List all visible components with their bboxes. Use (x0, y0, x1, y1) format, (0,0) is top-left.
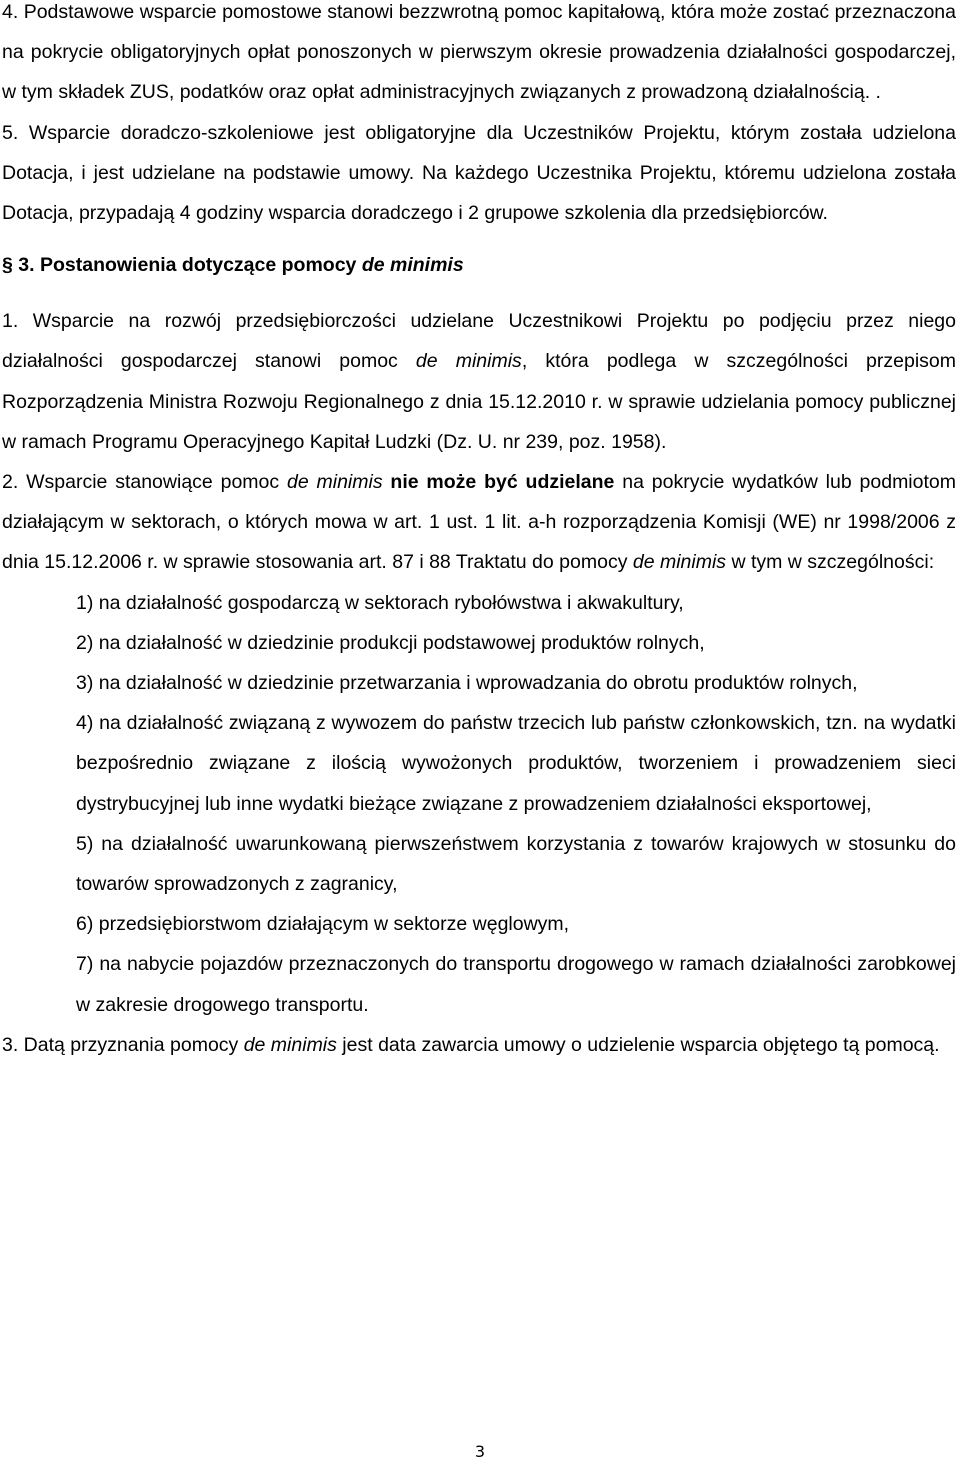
list-item: 5) na działalność uwarunkowaną pierwszeństwem korzystania z towarów krajowych w stosunku do towarów sprowadzonych z zagranicy, (76, 832, 956, 896)
text-run: w tym w szczególności: (726, 551, 935, 574)
bold-run: nie może być udzielane (382, 471, 615, 494)
section-heading (2, 245, 956, 285)
list-item: 7) na nabycie pojazdów przeznaczonych do transportu drogowego w ramach działalności zarobkowej w zakresie drogowego transportu. (76, 953, 956, 1016)
section-title: 3. Postanowienia dotyczące pomocy (18, 254, 362, 277)
text-run: jest data zawarcia umowy o udzielenie wsparcia objętego tą pomocą. (336, 1033, 940, 1056)
emphasis-run: de minimis (243, 1033, 337, 1056)
list-item: 4) na działalność związaną z wywozem do państw trzecich lub państw członkowskich, tzn. na wydatki bezpośrednio związane z ilością wywożonych produktów, tworzeniem i prowadzeniem sieci dystrybucyjnej lub inne wydatki bieżące związane z prowadzeniem działalności eksportowej, (76, 712, 956, 815)
text-run: na pokrycie wydatków lub podmiotom działającym w sektorach, o których mowa w art. 1 ust. 1 lit. a-h rozporządzenia Komisji (WE) nr 1998/2006 z dnia 15.12.2006 r. w sprawie stosowania art. 87 i 88 Traktatu do pomocy (2, 471, 956, 574)
section-title-emphasis: de minimis (361, 254, 464, 277)
section-symbol: § (2, 254, 13, 277)
list-item: 6) przedsiębiorstwom działającym w sektorze węglowym, (76, 913, 570, 936)
list-item: 2) na działalność w dziedzinie produkcji podstawowej produktów rolnych, (76, 631, 705, 654)
emphasis-run: de minimis (415, 350, 522, 373)
page-number: 3 (474, 1442, 486, 1461)
list-item: 3) na działalność w dziedzinie przetwarzania i wprowadzania do obrotu produktów rolnych, (76, 672, 858, 695)
text-run: 1. Wsparcie na rozwój przedsiębiorczości udzielane Uczestnikowi Projektu po podjęciu przez niego działalności gospodarczej stanowi pomoc (2, 310, 956, 373)
emphasis-run: de minimis (286, 471, 383, 494)
list-item: 1) na działalność gospodarczą w sektorach rybołówstwa i akwakultury, (76, 591, 684, 614)
paragraph-5: 5. Wsparcie doradczo-szkoleniowe jest obligatoryjne dla Uczestników Projektu, którym została udzielona Dotacja, i jest udzielane na podstawie umowy. Na każdego Uczestnika Projektu, któremu udzielona została Dotacja, przypadają 4 godziny wsparcia doradczego i 2 grupowe szkolenia dla przedsiębiorców. (2, 121, 956, 225)
text-run: 3. Datą przyznania pomocy (2, 1033, 244, 1056)
section-paragraph-1 (2, 301, 956, 462)
section-paragraph-3 (2, 1025, 956, 1065)
emphasis-run: de minimis (632, 551, 727, 574)
paragraph-4: 4. Podstawowe wsparcie pomostowe stanowi bezzwrotną pomoc kapitałową, która może zostać przeznaczona na pokrycie obligatoryjnych opłat ponoszonych w pierwszym okresie prowadzenia działalności gospodarczej, w tym składek ZUS, podatków oraz opłat administracyjnych związanych z prowadzoną działalnością. . (2, 1, 956, 104)
text-run: , która podlega w szczególności przepisom Rozporządzenia Ministra Rozwoju Regionalnego z dnia 15.12.2010 r. w sprawie udzielania pomocy publicznej w ramach Programu Operacyjnego Kapitał Ludzki (Dz. U. nr 239, poz. 1958). (2, 350, 956, 453)
section-paragraph-2 (2, 462, 956, 583)
text-run: 2. Wsparcie stanowiące pomoc (2, 471, 287, 494)
